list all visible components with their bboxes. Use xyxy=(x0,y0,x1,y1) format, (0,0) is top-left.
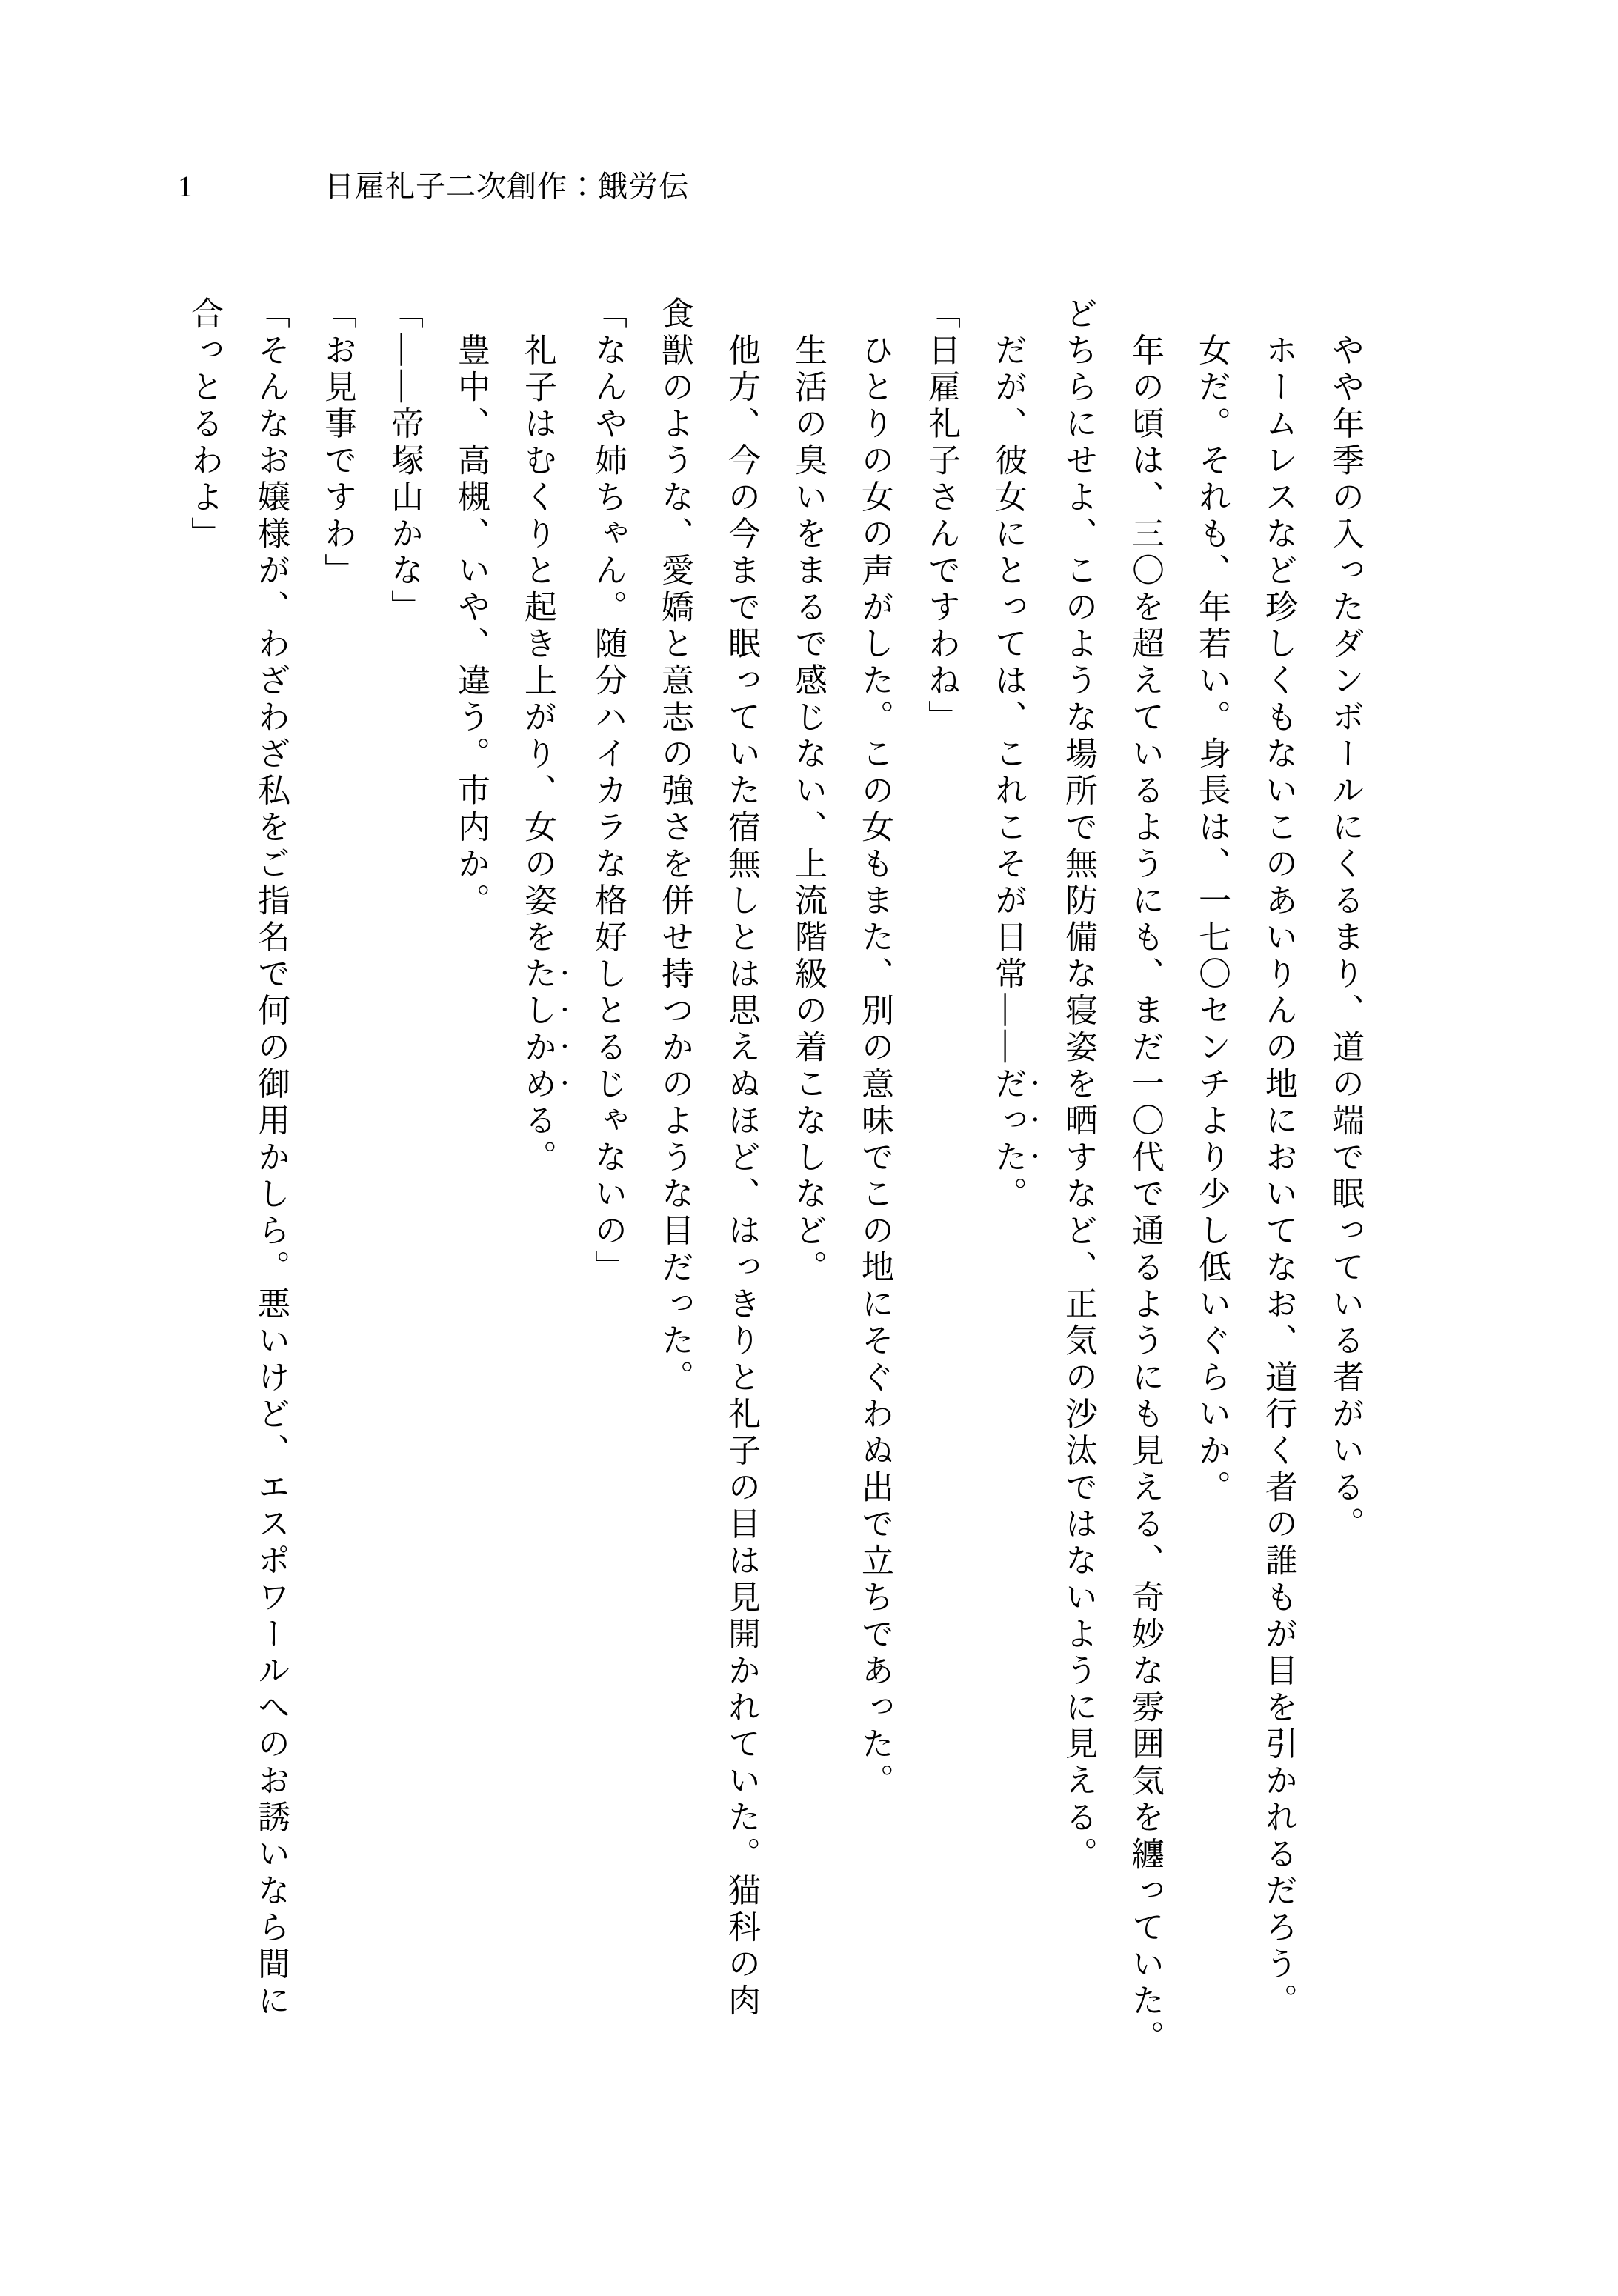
text-body xyxy=(170,296,1378,2057)
text-segment: 礼子はむくりと起き上がり、女の姿を xyxy=(519,296,556,956)
text-segment: 食獣のような、愛嬌と意志の強さを併せ持つかのような目だった。 xyxy=(656,296,693,1397)
text-line xyxy=(708,296,774,2023)
text-segment: 他方、今の今まで眠っていた宿無しとは思えぬほど、はっきりと礼子の目は見開かれていた。猫科の肉 xyxy=(723,296,759,2020)
page-header xyxy=(0,169,1618,204)
text-segment: 「なんや姉ちゃん。随分ハイカラな格好しとるじゃないの」 xyxy=(590,296,626,1287)
text-segment: 女だ。それも、年若い。身長は、一七〇センチより少し低いぐらいか。 xyxy=(1193,296,1230,1507)
text-segment: 「日雇礼子さんですわね」 xyxy=(923,296,959,736)
text-line xyxy=(1045,296,1111,2023)
page-header-title: 日雇礼子二次創作：餓労伝 xyxy=(324,170,689,203)
text-line xyxy=(1311,296,1378,2023)
text-line xyxy=(437,296,504,2023)
text-line xyxy=(304,296,370,2023)
text-line xyxy=(1111,296,1178,2057)
text-segment: 。 xyxy=(990,1177,1026,1214)
page-number: 1 xyxy=(178,170,193,203)
text-segment: 「――帝塚山かな」 xyxy=(386,296,422,627)
emphasis-text: だった xyxy=(990,1066,1026,1177)
text-line xyxy=(974,296,1045,2023)
text-segment: 「お見事ですわ」 xyxy=(319,296,356,590)
text-segment: 生活の臭いをまるで感じない、上流階級の着こなしなど。 xyxy=(790,296,826,1287)
text-segment: 豊中、高槻、いや、違う。市内か。 xyxy=(453,296,489,920)
text-segment: どちらにせよ、このような場所で無防備な寝姿を晒すなど、正気の沙汰ではないように見える。 xyxy=(1060,296,1096,1874)
text-line xyxy=(1178,296,1245,2023)
text-line xyxy=(574,296,641,2023)
text-segment: 「そんなお嬢様が、わざわざ私をご指名で何の御用かしら。悪いけど、エスポワールへのお誘いなら間に xyxy=(253,296,289,2020)
text-line xyxy=(774,296,841,2023)
text-line xyxy=(237,296,304,2023)
text-segment: ホームレスなど珍しくもないこのあいりんの地においてなお、道行く者の誰もが目を引かれるだろう。 xyxy=(1260,296,1296,2020)
text-line xyxy=(504,296,574,2023)
emphasis-text: たしかめ xyxy=(519,956,556,1103)
text-segment: 年の頃は、三〇を超えているようにも、まだ一〇代で通るようにも見える、奇妙な雰囲気を纏っていた。 xyxy=(1127,296,1163,2057)
text-line xyxy=(641,296,708,2023)
text-segment: だが、彼女にとっては、これこそが日常―― xyxy=(990,296,1026,1067)
text-line xyxy=(370,296,437,2023)
text-line xyxy=(1245,296,1311,2023)
text-line xyxy=(170,296,237,2023)
text-segment: る。 xyxy=(519,1103,556,1177)
text-segment: 合っとるわよ」 xyxy=(186,296,222,553)
text-line xyxy=(908,296,974,2023)
text-line xyxy=(841,296,908,2023)
text-segment: ひとりの女の声がした。この女もまた、別の意味でこの地にそぐわぬ出で立ちであった。 xyxy=(856,296,893,1800)
text-segment: やや年季の入ったダンボールにくるまり、道の端で眠っている者がいる。 xyxy=(1327,296,1363,1543)
